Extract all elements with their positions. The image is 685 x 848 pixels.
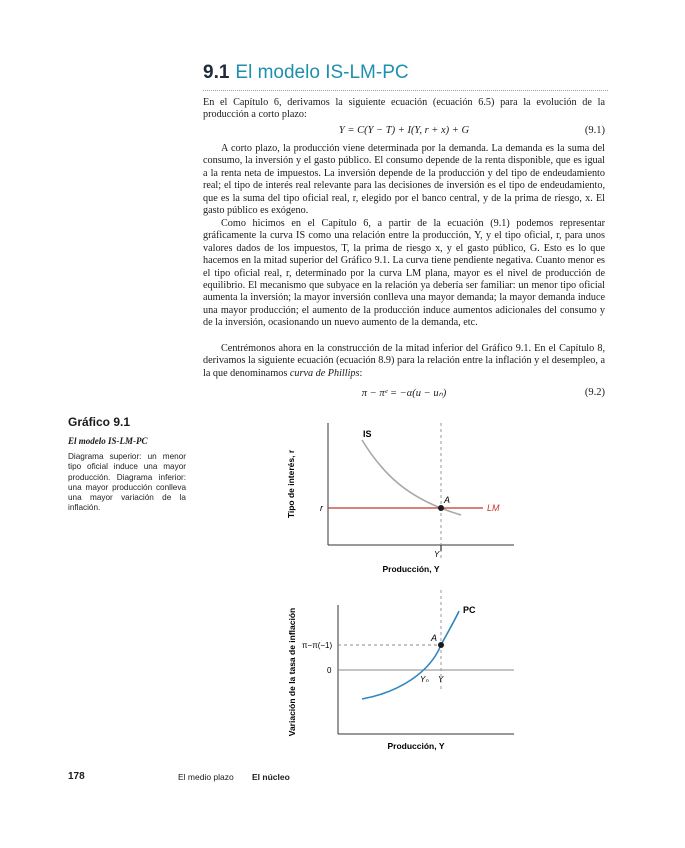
pc-y-axis-label: Variación de la tasa de inflación	[287, 607, 297, 737]
pc-equilibrium-point	[438, 642, 444, 648]
page-number: 178	[68, 771, 85, 782]
pc-y-tick-inflation: π−π(−1)	[302, 641, 333, 650]
section-title: El modelo IS-LM-PC	[235, 62, 409, 83]
pc-curve-label: PC	[463, 605, 476, 615]
is-lm-point-label: A	[444, 495, 451, 505]
is-lm-x-tick-y: Y	[434, 550, 440, 559]
footer-part: El medio plazo	[178, 772, 234, 782]
pc-x-tick-y: Y	[438, 675, 444, 684]
phillips-term: curva de Phillips	[289, 367, 360, 379]
figure-title: El modelo IS-LM-PC	[68, 436, 148, 446]
equation-9-2-number: (9.2)	[584, 387, 605, 398]
is-lm-equilibrium-point	[438, 505, 444, 511]
paragraph-phillips-end: :	[359, 367, 363, 379]
figure-label: Gráfico 9.1	[68, 415, 131, 429]
paragraph-is-curve: Como hicimos en el Capítulo 6, a partir de la ecuación (9.1) podemos representar gráficamente la curva IS como una relación entre la producción, Y, y el tipo oficial, r, para unos valores dados de los impuestos, T, la prima de riesgo x, y el gasto público, G. Esto es lo que hacemos en la mitad superior del Gráfico 9.1. La curva tiene pendiente negativa. Cuanto menor es el tipo oficial real, r, determinado por la curva LM plana, mayor es el nivel de producción de equilibrio. El mecanismo que subyace en la relación ya debería ser familiar: un menor tipo oficial aumenta la inversión; la mayor inversión conlleva una mayor demanda; la mayor demanda induce una mayor producción; el aumento de la producción induce aumentos adicionales del consumo y de la inversión, ocasionando un nuevo aumento de la demanda, etc.	[203, 218, 605, 329]
pc-y-tick-zero: 0	[327, 666, 332, 675]
pc-x-axis-label: Producción, Y	[387, 741, 445, 751]
pc-x-tick-natural: Yₙ	[420, 675, 429, 684]
equation-9-2-body: π − πᵉ = −α(u − uₙ)	[361, 388, 447, 399]
paragraph-demand: A corto plazo, la producción viene determinada por la demanda. La demanda es la suma del consumo, la inversión y el gasto público. El consumo depende de la renta disponible, que es igual a la renta neta de impuestos. La inversión depende de la producción y del tipo de endeudamiento real; el tipo de interés real relevante para las decisiones de inversión es el tipo de endeudamiento, que es la suma del tipo oficial real, r, elegido por el banco central, y de la prima de riesgo, x. El gasto público es exógeno.	[203, 143, 605, 217]
is-lm-y-axis-label: Tipo de interés, r	[286, 449, 296, 519]
pc-curve	[362, 611, 459, 699]
equation-9-1-number: (9.1)	[584, 125, 605, 136]
pc-point-label: A	[431, 633, 438, 643]
lm-line-label: LM	[487, 503, 500, 513]
paragraph-intro: En el Capítulo 6, derivamos la siguiente ecuación (ecuación 6.5) para la evolución de la producción a corto plazo:	[203, 97, 605, 121]
is-lm-chart	[286, 423, 514, 574]
figure-caption: Diagrama superior: un menor tipo oficial induce una mayor producción. Diagrama inferior: una mayor producción conlleva una mayor variación de la inflación.	[68, 452, 186, 513]
is-curve-label: IS	[363, 429, 372, 439]
section-number: 9.1	[203, 62, 230, 83]
equation-9-1-body: Y = C(Y − T) + I(Y, r + x) + G	[338, 125, 470, 136]
is-lm-x-axis-label: Producción, Y	[382, 564, 440, 574]
is-lm-y-tick-r: r	[320, 503, 323, 513]
paragraph-phillips-text: Centrémonos ahora en la construcción de la mitad inferior del Gráfico 9.1. En el Capítulo 8, derivamos la siguiente ecuación (ecuación 8.9) para la relación entre la inflación y el desempleo, a la que denominamos	[203, 343, 605, 379]
footer-chapter: El núcleo	[252, 772, 290, 782]
pc-chart	[287, 590, 514, 751]
